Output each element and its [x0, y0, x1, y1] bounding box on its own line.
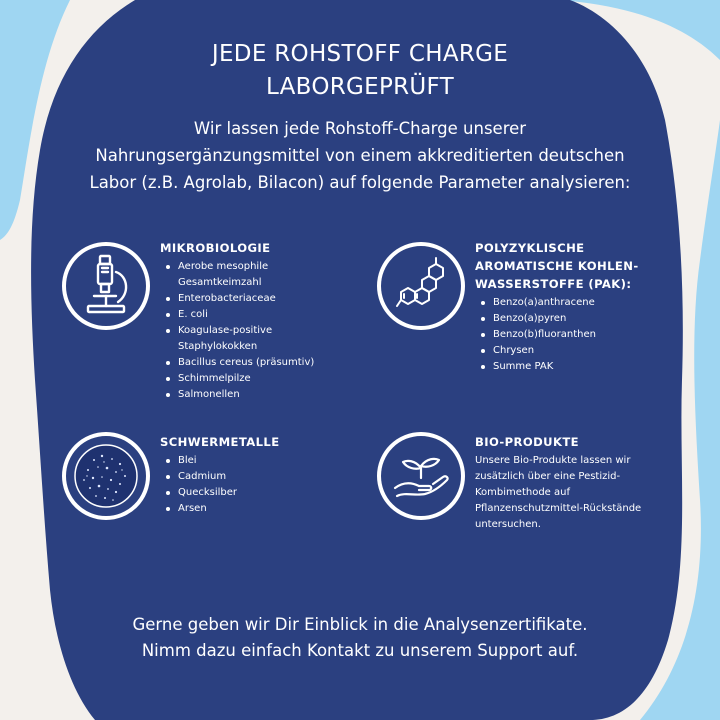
list-item: E. coli — [160, 307, 360, 323]
section-title-schwermetalle: SCHWERMETALLE — [160, 435, 280, 449]
list-item: Benzo(a)anthracene — [475, 295, 695, 311]
list-item: Koagulase-positive Staphylokokken — [160, 323, 360, 355]
list-item: Quecksilber — [160, 485, 360, 501]
section-bio-produkte — [475, 433, 695, 533]
list-item: Blei — [160, 453, 360, 469]
pak-list — [475, 295, 695, 375]
intro-text — [60, 115, 660, 196]
section-mikrobiologie — [160, 239, 360, 403]
hand-sprout-icon — [375, 430, 467, 522]
section-title-bio: BIO-PRODUKTE — [475, 435, 579, 449]
mikrobiologie-list — [160, 259, 360, 403]
list-item: Aerobe mesophile Gesamtkeimzahl — [160, 259, 360, 291]
schwermetalle-list — [160, 453, 360, 517]
list-item: Salmonellen — [160, 387, 360, 403]
footer-text — [40, 612, 680, 664]
list-item: Schimmelpilze — [160, 371, 360, 387]
list-item: Benzo(a)pyren — [475, 311, 695, 327]
intro-line-2: Nahrungsergänzungsmittel von einem akkreditierten deutschen — [95, 146, 625, 165]
list-item: Cadmium — [160, 469, 360, 485]
list-item: Arsen — [160, 501, 360, 517]
title-line-2: LABORGEPRÜFT — [265, 74, 455, 100]
intro-line-1: Wir lassen jede Rohstoff-Charge unserer — [193, 119, 527, 138]
microscope-icon — [60, 240, 152, 332]
list-item: Enterobacteriaceae — [160, 291, 360, 307]
title-line-1: JEDE ROHSTOFF CHARGE — [211, 41, 509, 67]
bio-description: Unsere Bio-Produkte lassen wir zusätzlich über eine Pestizid- Kombimethode auf Pflanzenschutzmittel-Rückstände untersuchen. — [475, 455, 642, 530]
section-schwermetalle — [160, 433, 360, 517]
molecule-icon — [375, 240, 467, 332]
section-title-mikrobiologie: MIKROBIOLOGIE — [160, 241, 271, 255]
list-item: Bacillus cereus (präsumtiv) — [160, 355, 360, 371]
metal-particles-icon — [60, 430, 152, 522]
list-item: Summe PAK — [475, 359, 695, 375]
section-pak — [475, 239, 695, 375]
footer-line-1: Gerne geben wir Dir Einblick in die Analysenzertifikate. — [132, 615, 588, 634]
intro-line-3: Labor (z.B. Agrolab, Bilacon) auf folgende Parameter analysieren: — [89, 173, 631, 192]
page-title — [0, 38, 720, 104]
list-item: Chrysen — [475, 343, 695, 359]
list-item: Benzo(b)fluoranthen — [475, 327, 695, 343]
section-title-pak: POLYZYKLISCHE AROMATISCHE KOHLEN- WASSERSTOFFE (PAK): — [475, 241, 639, 291]
footer-line-2: Nimm dazu einfach Kontakt zu unserem Support auf. — [141, 641, 579, 660]
